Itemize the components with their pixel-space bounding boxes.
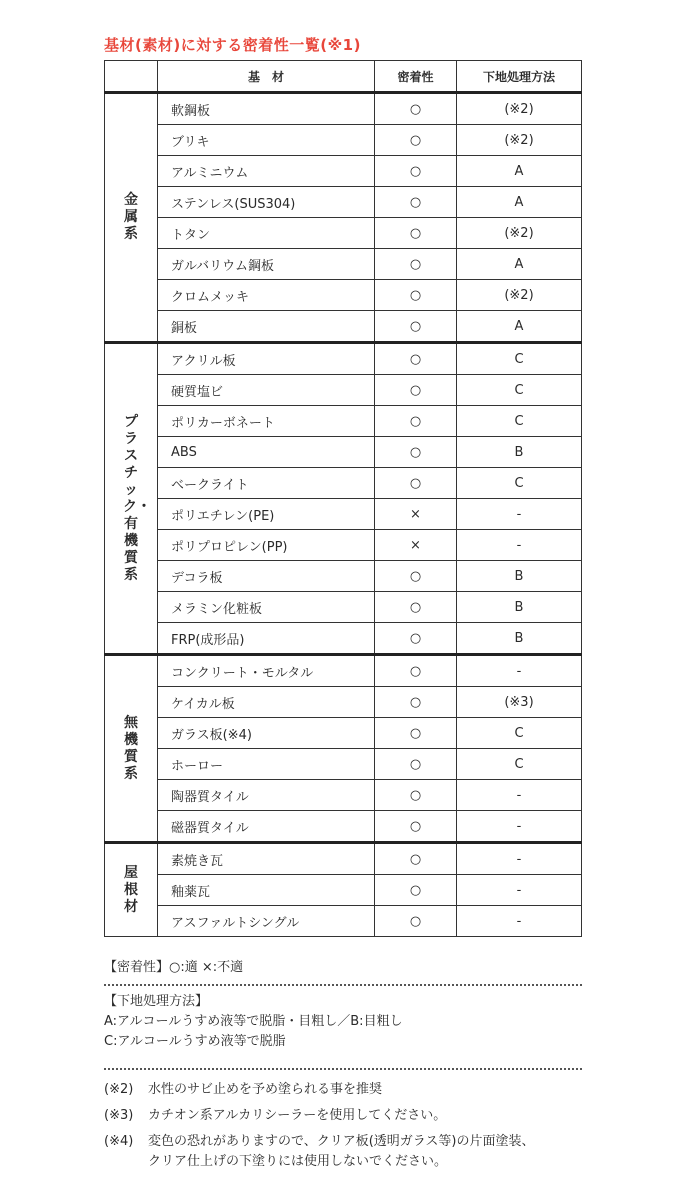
pretreatment-note-line: A:アルコールうすめ液等で脱脂・目粗し／B:目粗し (104, 1014, 403, 1029)
table-row (105, 343, 582, 375)
pretreatment-value: C (457, 468, 582, 499)
table-row (105, 623, 582, 655)
substrate-name: ステンレス(SUS304) (158, 187, 375, 218)
footnote-text: カチオン系アルカリシーラーを使用してください。 (148, 1108, 447, 1123)
table-row (105, 530, 582, 561)
adhesion-value: ○ (375, 125, 457, 156)
substrate-name: 陶器質タイル (158, 780, 375, 811)
adhesion-value: ○ (375, 718, 457, 749)
adhesion-value: ○ (375, 655, 457, 687)
substrate-name: FRP(成形品) (158, 623, 375, 655)
adhesion-value: ○ (375, 249, 457, 280)
adhesion-value: ○ (375, 749, 457, 780)
dotted-divider (104, 984, 582, 986)
table-row (105, 93, 582, 125)
adhesion-value: ○ (375, 311, 457, 343)
pretreatment-value: (※2) (457, 218, 582, 249)
adhesion-value: ○ (375, 218, 457, 249)
adhesion-value: ○ (375, 280, 457, 311)
substrate-name: アスファルトシングル (158, 906, 375, 937)
header-adhesion: 密着性 (375, 61, 457, 93)
adhesion-table (104, 60, 582, 937)
table-row (105, 406, 582, 437)
substrate-name: 釉薬瓦 (158, 875, 375, 906)
category-cell (105, 343, 158, 655)
substrate-name: ガラス板(※4) (158, 718, 375, 749)
table-row (105, 375, 582, 406)
substrate-name: ケイカル板 (158, 687, 375, 718)
dotted-divider (104, 1068, 582, 1070)
substrate-name: 硬質塩ビ (158, 375, 375, 406)
pretreatment-value: - (457, 811, 582, 843)
pretreatment-value: C (457, 718, 582, 749)
adhesion-value: ○ (375, 437, 457, 468)
substrate-name: ガルバリウム鋼板 (158, 249, 375, 280)
category-cell (105, 655, 158, 843)
footnote-mark: (※2) (104, 1082, 134, 1097)
substrate-name: 素焼き瓦 (158, 843, 375, 875)
category-label: 屋根材 (124, 864, 138, 915)
footnote-mark: (※3) (104, 1108, 134, 1123)
header-substrate: 基 材 (158, 61, 375, 93)
substrate-name: コンクリート・モルタル (158, 655, 375, 687)
adhesion-value: ○ (375, 375, 457, 406)
pretreatment-value: A (457, 187, 582, 218)
substrate-name: ポリエチレン(PE) (158, 499, 375, 530)
pretreatment-value: - (457, 843, 582, 875)
category-label: 金属系 (124, 192, 138, 242)
pretreatment-value: C (457, 375, 582, 406)
table-body (105, 93, 582, 937)
pretreatment-value: B (457, 561, 582, 592)
footnote-text: 水性のサビ止めを予め塗られる事を推奨 (148, 1082, 383, 1097)
substrate-name: ABS (158, 437, 375, 468)
footnote (104, 1106, 446, 1126)
pretreatment-notes-heading: 【下地処理方法】 (104, 994, 209, 1009)
pretreatment-value: C (457, 406, 582, 437)
adhesion-value: × (375, 530, 457, 561)
adhesion-value: ○ (375, 561, 457, 592)
adhesion-value: ○ (375, 906, 457, 937)
pretreatment-value: A (457, 156, 582, 187)
pretreatment-value: C (457, 749, 582, 780)
table-row (105, 875, 582, 906)
table-row (105, 280, 582, 311)
table-row (105, 592, 582, 623)
substrate-name: アクリル板 (158, 343, 375, 375)
adhesion-value: ○ (375, 343, 457, 375)
adhesion-value: ○ (375, 187, 457, 218)
pretreatment-value: (※2) (457, 280, 582, 311)
pretreatment-value: - (457, 499, 582, 530)
pretreatment-value: (※2) (457, 125, 582, 156)
pretreatment-value: - (457, 906, 582, 937)
table-row (105, 125, 582, 156)
table-row (105, 906, 582, 937)
header-category (105, 61, 158, 93)
category-label: 無機質系 (124, 714, 138, 782)
substrate-name: トタン (158, 218, 375, 249)
table-row (105, 749, 582, 780)
pretreatment-value: (※2) (457, 93, 582, 125)
table-row (105, 561, 582, 592)
adhesion-value: ○ (375, 93, 457, 125)
footnote (104, 1132, 535, 1172)
adhesion-value: ○ (375, 875, 457, 906)
table-row (105, 655, 582, 687)
pretreatment-notes (104, 992, 403, 1052)
table-row (105, 718, 582, 749)
adhesion-legend: 【密着性】○:適 ×:不適 (104, 960, 244, 975)
substrate-name: 磁器質タイル (158, 811, 375, 843)
page-title: 基材(素材)に対する密着性一覧(※1) (104, 36, 361, 54)
substrate-name: ポリプロピレン(PP) (158, 530, 375, 561)
pretreatment-value: (※3) (457, 687, 582, 718)
adhesion-value: ○ (375, 623, 457, 655)
substrate-name: クロムメッキ (158, 280, 375, 311)
pretreatment-value: - (457, 655, 582, 687)
footnote-text: 変色の恐れがありますので、クリア板(透明ガラス等)の片面塗装、 (148, 1134, 535, 1149)
pretreatment-value: - (457, 875, 582, 906)
table-header-row (105, 61, 582, 93)
pretreatment-value: C (457, 343, 582, 375)
table-row (105, 499, 582, 530)
substrate-name: 銅板 (158, 311, 375, 343)
adhesion-value: ○ (375, 406, 457, 437)
pretreatment-value: A (457, 311, 582, 343)
table-row (105, 156, 582, 187)
substrate-name: ポリカーボネート (158, 406, 375, 437)
footnote (104, 1080, 382, 1100)
adhesion-value: ○ (375, 843, 457, 875)
footnote-continuation: クリア仕上げの下塗りには使用しないでください。 (148, 1154, 448, 1169)
header-pretreatment: 下地処理方法 (457, 61, 582, 93)
substrate-name: メラミン化粧板 (158, 592, 375, 623)
table-row (105, 249, 582, 280)
pretreatment-value: B (457, 623, 582, 655)
adhesion-value: × (375, 499, 457, 530)
table-row (105, 468, 582, 499)
table-row (105, 780, 582, 811)
category-cell (105, 843, 158, 937)
adhesion-value: ○ (375, 592, 457, 623)
footnote-mark: (※4) (104, 1134, 134, 1149)
table-row (105, 218, 582, 249)
adhesion-value: ○ (375, 811, 457, 843)
substrate-name: ホーロー (158, 749, 375, 780)
adhesion-value: ○ (375, 780, 457, 811)
substrate-name: ベークライト (158, 468, 375, 499)
category-label: プラスチック・有機質系 (123, 413, 151, 583)
substrate-name: ブリキ (158, 125, 375, 156)
substrate-name: アルミニウム (158, 156, 375, 187)
table-row (105, 437, 582, 468)
pretreatment-value: A (457, 249, 582, 280)
table-row (105, 187, 582, 218)
pretreatment-note-line: C:アルコールうすめ液等で脱脂 (104, 1034, 286, 1049)
adhesion-value: ○ (375, 687, 457, 718)
table-row (105, 811, 582, 843)
adhesion-value: ○ (375, 468, 457, 499)
pretreatment-value: - (457, 530, 582, 561)
pretreatment-value: B (457, 592, 582, 623)
substrate-name: デコラ板 (158, 561, 375, 592)
adhesion-value: ○ (375, 156, 457, 187)
table-row (105, 687, 582, 718)
table-row (105, 311, 582, 343)
table-row (105, 843, 582, 875)
pretreatment-value: B (457, 437, 582, 468)
category-cell (105, 93, 158, 343)
substrate-name: 軟鋼板 (158, 93, 375, 125)
pretreatment-value: - (457, 780, 582, 811)
